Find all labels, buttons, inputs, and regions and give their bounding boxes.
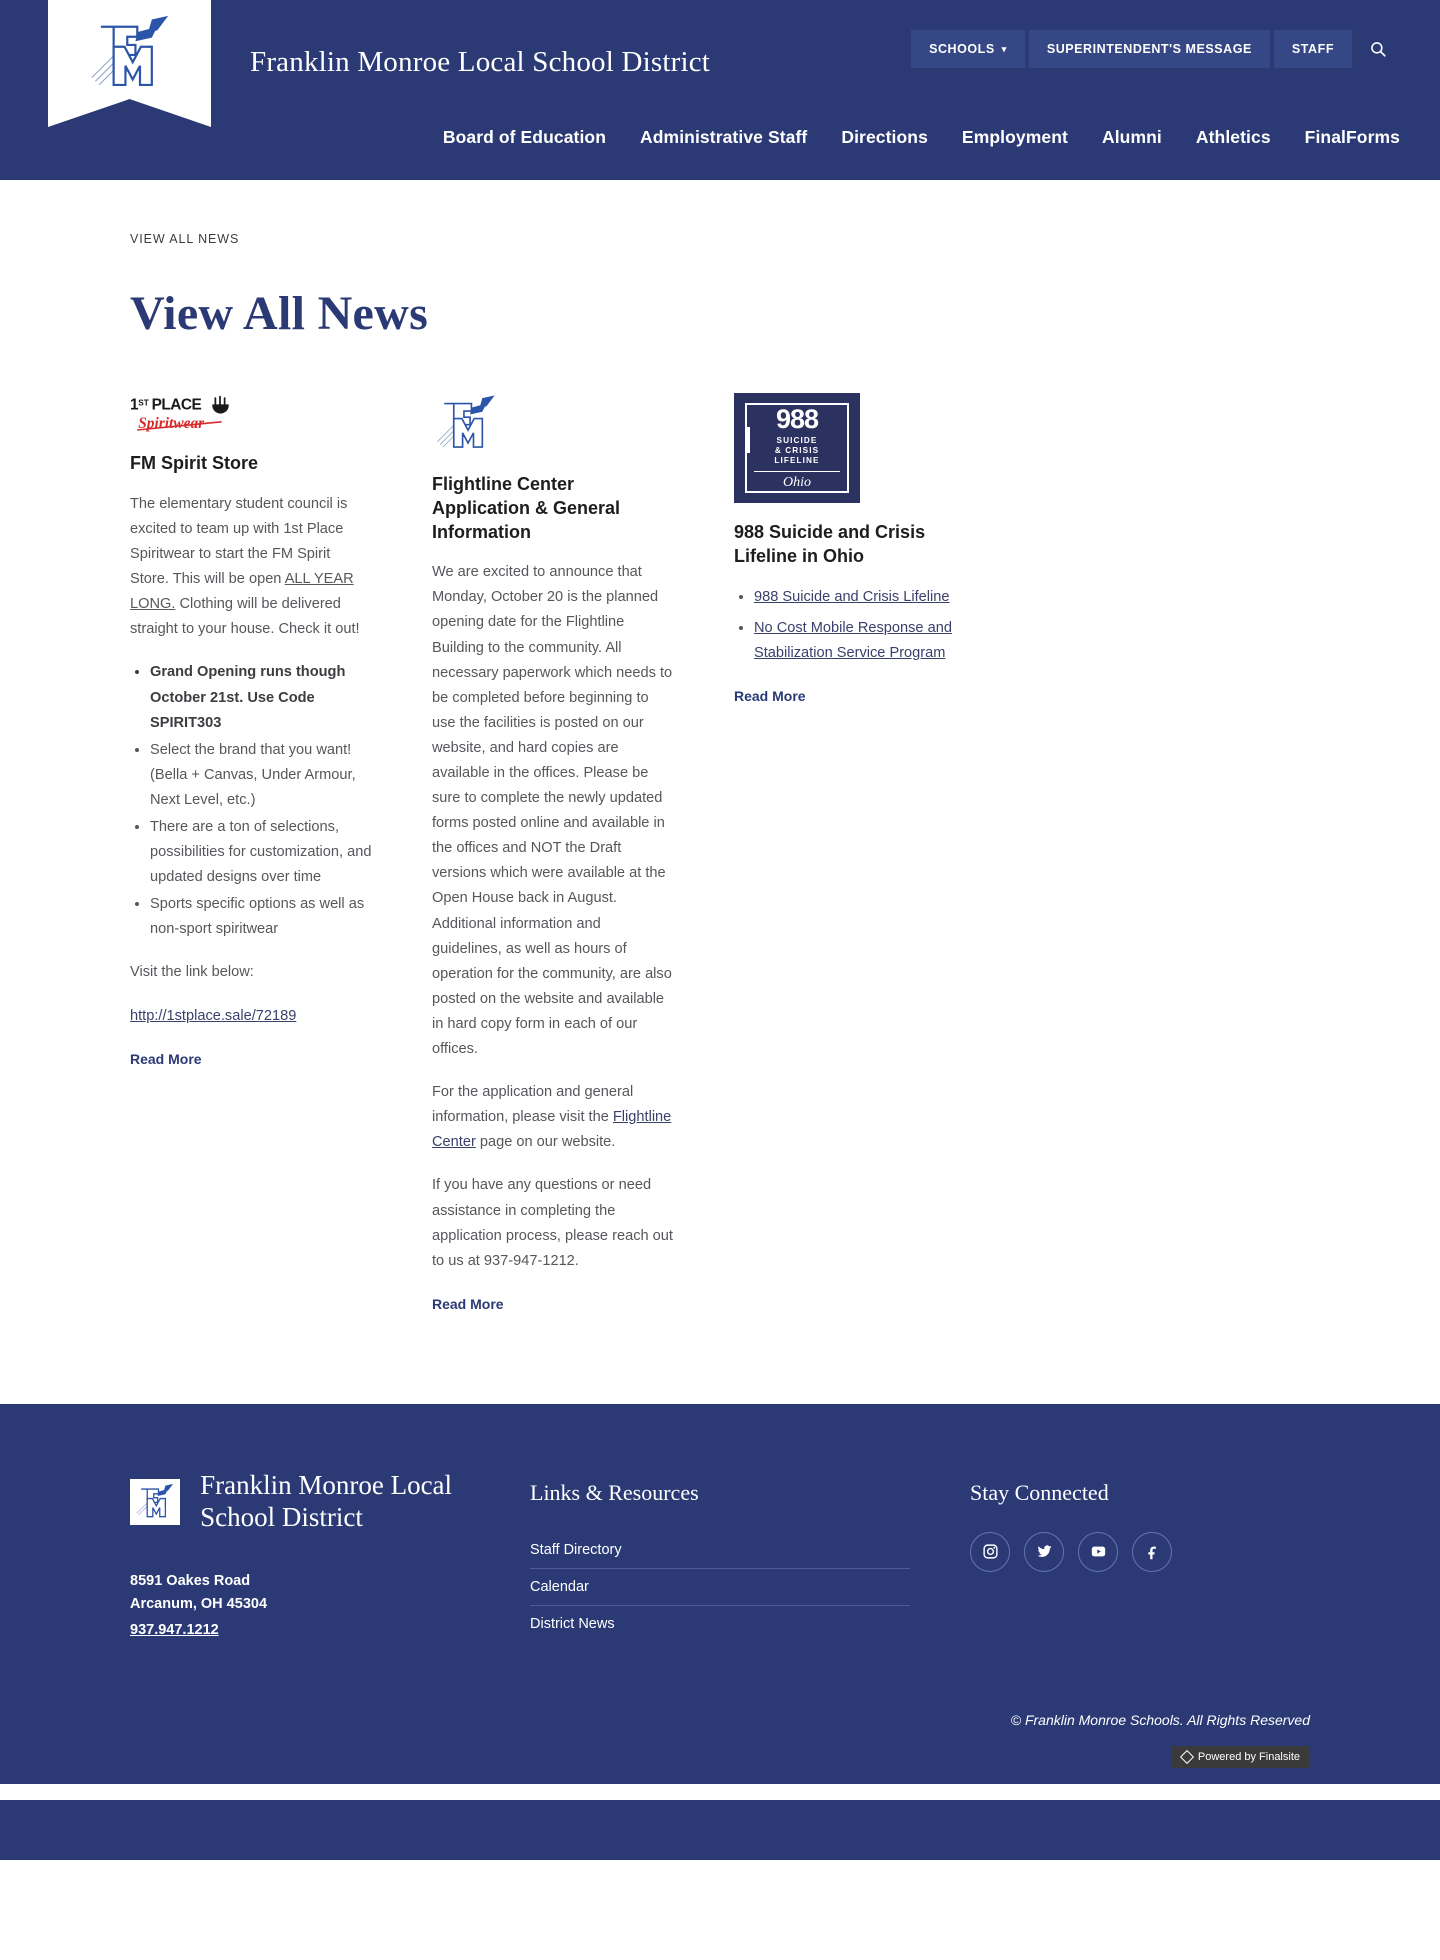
twitter-icon <box>1036 1543 1053 1560</box>
svg-text:Spiritwear: Spiritwear <box>138 414 205 432</box>
social-links <box>970 1532 1172 1572</box>
nav-item-alumni[interactable]: Alumni <box>1101 127 1162 147</box>
district-logo[interactable] <box>48 0 211 127</box>
news-card-media <box>432 393 674 455</box>
footer-social-heading: Stay Connected <box>970 1479 1109 1505</box>
footer-link-district-news[interactable]: District News <box>530 1615 615 1632</box>
mobile-response-program-link[interactable]: No Cost Mobile Response and Stabilization Service Program <box>754 619 952 661</box>
twitter-link[interactable] <box>1024 1532 1064 1572</box>
fm-logo-icon <box>432 393 500 455</box>
list-item <box>530 1532 910 1569</box>
news-card-media <box>130 393 372 434</box>
news-card-paragraph: If you have any questions or need assistance in completing the application process, please reach out to us at 937-947-1212. <box>432 1177 673 1269</box>
utility-button-schools[interactable] <box>911 30 1025 68</box>
instagram-link[interactable] <box>970 1532 1010 1572</box>
nav-item-employment[interactable]: Employment <box>961 127 1068 147</box>
copyright: © Franklin Monroe Schools. All Rights Reserved <box>1010 1711 1310 1728</box>
footer-links-heading: Links & Resources <box>530 1479 699 1505</box>
page-title: View All News <box>130 287 429 340</box>
list-item <box>530 1569 910 1606</box>
footer-social-column <box>970 1470 1172 1572</box>
footer-link-calendar[interactable]: Calendar <box>530 1578 589 1595</box>
footer-link-list <box>530 1532 910 1642</box>
footer-brand-column <box>130 1470 530 1640</box>
news-card-link-list <box>734 585 976 666</box>
list-item: • Select the brand that you want! (Bella + Canvas, Under Armour, Next Level, etc.) <box>150 738 372 813</box>
footer-phone-link[interactable]: 937.947.1212 <box>130 1622 219 1639</box>
news-card <box>734 393 1036 706</box>
news-card-media <box>734 393 976 503</box>
fm-logo-icon <box>132 1483 178 1521</box>
list-item: • Sports specific options as well as non-sport spiritwear <box>150 892 372 942</box>
main-nav <box>443 127 1400 148</box>
footer-white-strip <box>0 1784 1440 1800</box>
flightline-center-link[interactable]: Flightline Center <box>432 1109 672 1151</box>
breadcrumb: VIEW ALL NEWS <box>130 232 240 246</box>
list-item <box>530 1606 910 1642</box>
powered-by-label: Powered by Finalsite <box>1197 1750 1300 1763</box>
nav-item-finalforms[interactable]: FinalForms <box>1304 127 1400 147</box>
988-logo-line-3: LIFELINE <box>774 455 820 465</box>
news-card <box>130 393 432 1069</box>
news-card-body <box>130 492 372 1069</box>
nav-item-athletics[interactable]: Athletics <box>1195 127 1271 147</box>
news-list <box>130 393 1310 1404</box>
site-footer <box>0 1404 1440 1784</box>
spirit-store-url-link[interactable]: http://1stplace.sale/72189 <box>130 1007 297 1024</box>
all-year-long-link[interactable]: ALL YEAR LONG. <box>130 571 354 613</box>
1st-place-spiritwear-logo-icon <box>130 393 238 434</box>
svg-text:1: 1 <box>130 396 139 414</box>
read-more-link[interactable]: Read More <box>130 1050 202 1067</box>
list-item <box>754 585 976 610</box>
list-item <box>754 616 976 666</box>
site-header <box>0 0 1440 180</box>
news-card <box>432 393 734 1314</box>
finalsite-diamond-icon <box>1180 1750 1194 1764</box>
news-card-paragraph: Visit the link below: <box>130 964 254 981</box>
news-card-paragraph: We are excited to announce that Monday, October 20 is the planned opening date for the Flightline Building to the community. All necessary paperwork which needs to be completed before beginning to use the facilities is posted on our website, and hard copies are available in the offices. Please be sure to complete the newly updated forms posted online and available in the offices and NOT the Draft versions which were available at the Open House back in August. Additional information and guidelines, as well as hours of operation for the community, are also posted on the website and available in hard copy form in each of our offices. <box>432 564 673 1058</box>
paragraph-text-after: Clothing will be delivered straight to your house. Check it out! <box>130 596 360 638</box>
facebook-link[interactable] <box>1132 1532 1172 1572</box>
nav-item-board-of-education[interactable]: Board of Education <box>442 127 607 147</box>
youtube-icon <box>1090 1543 1107 1560</box>
paragraph-text-after: page on our website. <box>475 1134 616 1151</box>
news-card-bullet-list <box>130 660 372 942</box>
powered-by-finalsite-badge[interactable] <box>1172 1746 1310 1768</box>
nav-item-directions[interactable]: Directions <box>841 127 928 147</box>
chevron-down-icon: ▾ <box>1001 43 1007 54</box>
988-logo-line-2: & CRISIS <box>774 445 820 455</box>
988-logo-state: Ohio <box>783 474 811 490</box>
news-card-paragraph <box>130 492 372 643</box>
search-icon <box>1369 40 1387 58</box>
utility-button-superintendents-message[interactable]: SUPERINTENDENT'S MESSAGE <box>1029 30 1270 68</box>
svg-text:ST: ST <box>138 398 149 408</box>
utility-button-staff[interactable]: STAFF <box>1274 30 1352 68</box>
read-more-link[interactable]: Read More <box>432 1295 504 1312</box>
fm-logo-icon <box>84 14 176 94</box>
list-item: • Grand Opening runs though October 21st. Use Code SPIRIT303 <box>150 660 372 735</box>
988-lifeline-link[interactable]: 988 Suicide and Crisis Lifeline <box>754 588 950 605</box>
988-lifeline-logo-icon <box>734 393 860 503</box>
news-card-body <box>734 585 976 706</box>
news-card-title: 988 Suicide and Crisis Lifeline in Ohio <box>734 522 926 566</box>
search-button[interactable] <box>1356 30 1400 68</box>
footer-link-staff-directory[interactable]: Staff Directory <box>530 1541 622 1558</box>
news-card-title: FM Spirit Store <box>130 453 259 474</box>
address-line-1: 8591 Oakes Road <box>130 1572 251 1589</box>
footer-links-column <box>530 1470 970 1642</box>
paragraph-text-before: The elementary student council is excited to team up with 1st Place Spiritwear to start the FM Spirit Store. This will be open <box>130 495 348 588</box>
utility-nav <box>911 30 1400 68</box>
news-card-paragraph <box>432 1080 674 1155</box>
read-more-link[interactable]: Read More <box>734 687 806 704</box>
address-line-2: Arcanum, OH 45304 <box>130 1595 268 1612</box>
news-card-body <box>432 560 674 1314</box>
list-item: • There are a ton of selections, possibilities for customization, and updated designs over time <box>150 815 372 890</box>
instagram-icon <box>982 1543 999 1560</box>
facebook-icon <box>1144 1543 1161 1560</box>
988-logo-number: 988 <box>775 403 819 434</box>
utility-button-schools-label: SCHOOLS <box>929 42 995 56</box>
main-content <box>0 180 1440 1404</box>
svg-text:PLACE: PLACE <box>151 396 202 414</box>
paragraph-text-before: For the application and general information, please visit the <box>432 1084 634 1126</box>
footer-address <box>130 1570 530 1617</box>
logo-divider <box>754 471 840 472</box>
district-name: Franklin Monroe Local School District <box>250 46 711 78</box>
988-logo-line-1: SUICIDE <box>776 435 818 445</box>
footer-base-strip <box>0 1800 1440 1860</box>
news-card-paragraph <box>130 1004 372 1029</box>
news-card-title: Flightline Center Application & General Information <box>432 474 621 542</box>
footer-brand-name: Franklin Monroe Local School District <box>200 1469 453 1532</box>
nav-item-administrative-staff[interactable]: Administrative Staff <box>640 127 808 147</box>
youtube-link[interactable] <box>1078 1532 1118 1572</box>
footer-logo[interactable] <box>130 1479 180 1525</box>
